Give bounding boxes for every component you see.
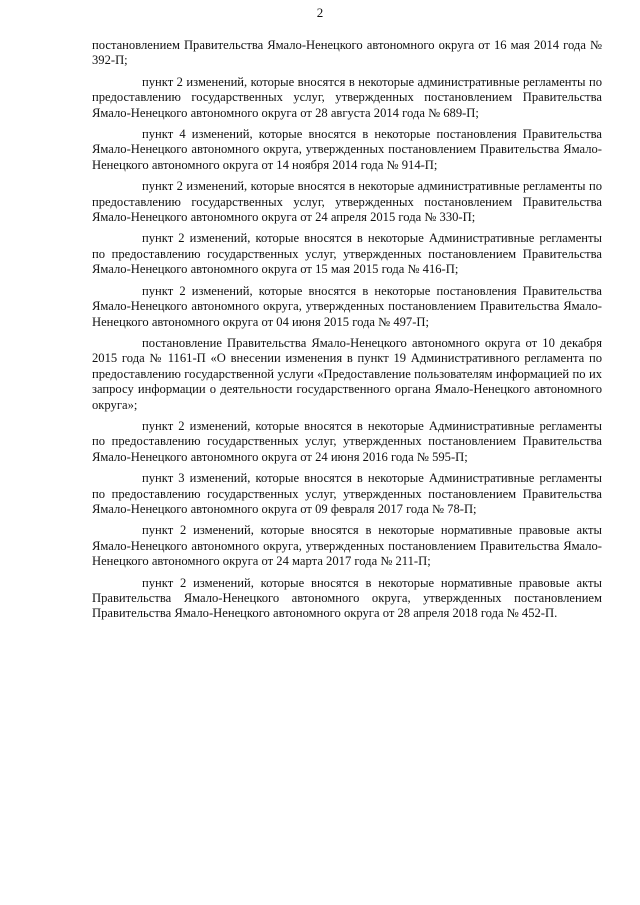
paragraph-2: пункт 2 изменений, которые вносятся в некоторые административные регламенты по предоставлению государственных услуг, утвержденных постановлением Правительства Ямало-Ненецкого автономного округа от 28 августа 2014 года № 689-П; [92,74,602,120]
paragraph-3: пункт 4 изменений, которые вносятся в некоторые постановления Правительства Ямало-Ненецкого автономного округа, утвержденных постановлением Правительства Ямало-Ненецкого автономного округа от 14 ноября 2014 года № 914-П; [92,127,602,172]
page-number: 2 [316,5,324,20]
paragraph-4: пункт 2 изменений, которые вносятся в некоторые административные регламенты по предоставлению государственных услуг, утвержденных постановлением Правительства Ямало-Ненецкого автономного округа от 24 апреля 2015 года № 330-П; [92,179,602,225]
paragraph-6: пункт 2 изменений, которые вносятся в некоторые постановления Правительства Ямало-Ненецкого автономного округа, утвержденных постановлением Правительства Ямало-Ненецкого автономного округа от 04 июня 2015 года № 497-П; [92,283,602,329]
paragraph-9: пункт 3 изменений, которые вносятся в некоторые Административные регламенты по предоставлению государственных услуг, утвержденных постановлением Правительства Ямало-Ненецкого автономного округа от 09 февраля 2017 года № 78-П; [92,471,602,516]
paragraph-7: постановление Правительства Ямало-Ненецкого автономного округа от 10 декабря 2015 года № 1161-П «О внесении изменения в пункт 19 Административного регламента по предоставлению государственной услуги «Предоставление пользователям информацией по их запросу информации о деятельности государственного органа Ямало-Ненецкого автономного округа»; [92,335,602,412]
paragraph-5: пункт 2 изменений, которые вносятся в некоторые Административные регламенты по предоставлению государственных услуг, утвержденных постановлением Правительства Ямало-Ненецкого автономного округа от 15 мая 2015 года № 416-П; [92,231,602,277]
paragraph-8: пункт 2 изменений, которые вносятся в некоторые Административные регламенты по предоставлению государственных услуг, утвержденных постановлением Правительства Ямало-Ненецкого автономного округа от 24 июня 2016 года № 595-П; [92,418,602,464]
paragraph-10: пункт 2 изменений, которые вносятся в некоторые нормативные правовые акты Ямало-Ненецкого автономного округа, утвержденных постановлением Правительства Ямало-Ненецкого автономного округа от 24 марта 2017 года № 211-П; [92,523,602,569]
paragraph-11: пункт 2 изменений, которые вносятся в некоторые нормативные правовые акты Правительства Ямало-Ненецкого автономного округа, утвержденных постановлением Правительства Ямало-Ненецкого автономного округа от 28 апреля 2018 года № 452-П. [92,575,602,621]
paragraph-1: постановлением Правительства Ямало-Ненецкого автономного округа от 16 мая 2014 года № 392-П; [92,38,602,68]
document-body [92,38,602,622]
